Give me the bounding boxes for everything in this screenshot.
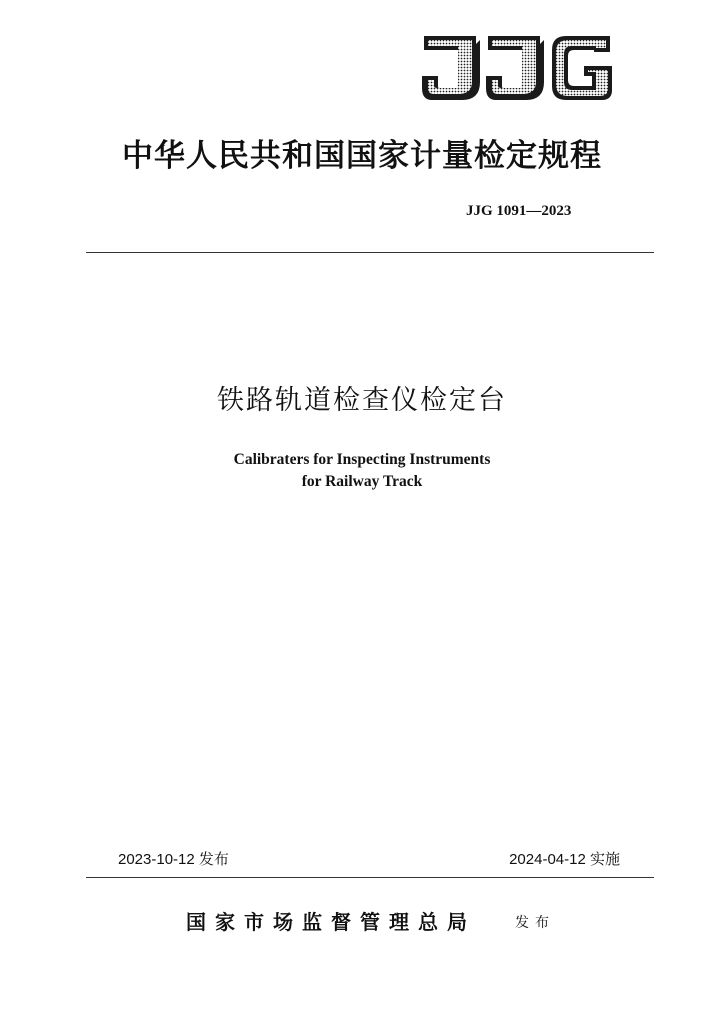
standard-code: JJG 1091—2023	[466, 203, 572, 219]
standard-type-title: 中华人民共和国国家计量检定规程	[122, 138, 602, 174]
issuing-authority-suffix: 发布	[515, 915, 555, 931]
jjg-logo	[418, 30, 618, 106]
document-title-english-line-2: for Railway Track	[301, 473, 423, 490]
issue-date: 2023-10-12 发布	[118, 851, 229, 868]
document-title-english-line-1: Calibraters for Inspecting Instruments	[233, 451, 491, 468]
implementation-date: 2024-04-12 实施	[509, 851, 620, 868]
top-divider	[86, 252, 654, 253]
logo-letter-j-2	[486, 36, 544, 100]
bottom-divider	[86, 877, 654, 878]
logo-letter-j-1	[422, 36, 480, 100]
document-title-english	[0, 449, 724, 493]
logo-letter-g	[552, 36, 612, 100]
document-title-chinese: 铁路轨道检查仪检定台	[217, 385, 507, 416]
issuing-authority: 国家市场监督管理总局	[186, 910, 476, 934]
